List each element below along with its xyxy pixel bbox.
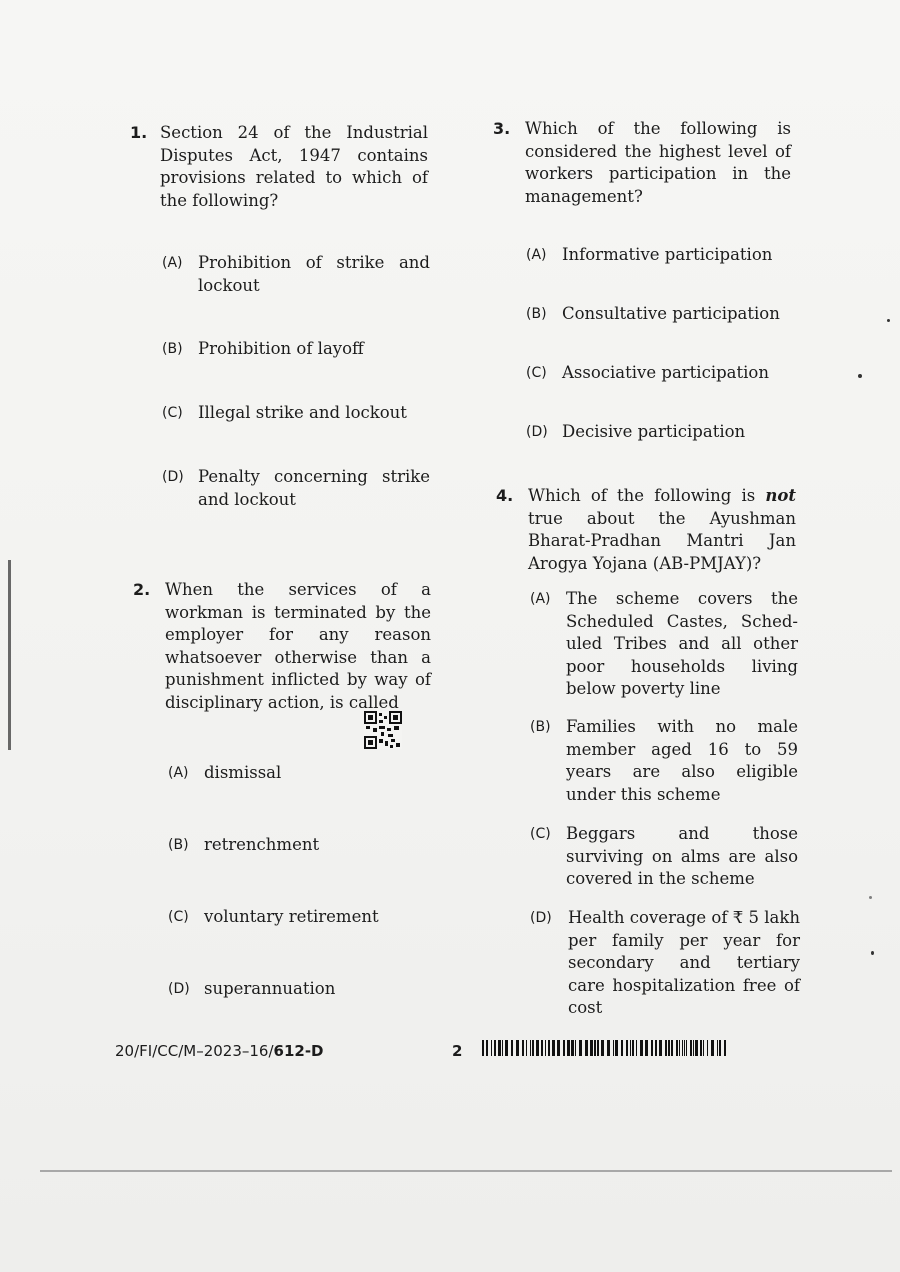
barcode-bar (530, 1040, 531, 1056)
question-4 (496, 485, 798, 577)
option-label: (B) (526, 306, 547, 322)
barcode-bar (655, 1040, 657, 1056)
barcode-bar (511, 1040, 513, 1056)
question-text: Section 24 of the Industrial Disputes Act, 1947 contains provisions related to which of the following? (160, 123, 428, 210)
option-text: retrenchment (204, 835, 320, 854)
option-label: (D) (530, 910, 552, 926)
question-2 (133, 579, 433, 714)
scan-speck (869, 896, 872, 899)
paper-code-prefix: 20/FI/CC/M–2023–16/ (115, 1042, 274, 1060)
option-label: (B) (162, 341, 183, 357)
question-number: 3. (493, 119, 511, 138)
barcode-bar (522, 1040, 524, 1056)
option-label: (B) (168, 837, 189, 853)
barcode-bar (719, 1040, 721, 1056)
barcode-bar (491, 1040, 492, 1056)
barcode-bar (563, 1040, 565, 1056)
barcode-bar (645, 1040, 648, 1056)
barcode-bar (557, 1040, 560, 1056)
barcode-bar (668, 1040, 670, 1056)
option-text: Penalty concerning strike and lockout (198, 467, 430, 509)
question-text-end: true about the Ayushman Bharat-Pradhan Mantri Jan Arogya Yojana (AB-PMJAY)? (528, 508, 796, 573)
option-label: (C) (162, 405, 183, 421)
scan-speck (858, 374, 862, 378)
barcode-bar (597, 1040, 599, 1056)
barcode-bar (552, 1040, 555, 1056)
paper-code (115, 1042, 324, 1060)
page-bottom-edge (40, 1170, 892, 1172)
barcode-bar (676, 1040, 678, 1056)
barcode-bar (626, 1040, 628, 1056)
barcode-bar (567, 1040, 570, 1056)
barcode-bar (724, 1040, 726, 1056)
question-3 (493, 118, 793, 210)
barcode-bar (541, 1040, 543, 1056)
barcode-bar (613, 1040, 614, 1056)
barcode-bar (502, 1040, 503, 1056)
question-text (528, 485, 796, 575)
barcode-bar (632, 1040, 634, 1056)
barcode-bar (536, 1040, 539, 1056)
option-text: Families with no male member aged 16 to 59 years are also eligible under this scheme (566, 717, 798, 804)
barcode-bar (659, 1040, 662, 1056)
qr-code-icon (364, 711, 402, 749)
barcode-bar (671, 1040, 673, 1056)
barcode-bar (579, 1040, 582, 1056)
scan-edge-shadow (8, 560, 11, 750)
question-1 (130, 122, 430, 212)
barcode-bar (494, 1040, 496, 1056)
barcode-bar (686, 1040, 687, 1056)
barcode-bar (482, 1040, 484, 1056)
option-text: Illegal strike and lockout (198, 403, 407, 422)
barcode-bar (590, 1040, 593, 1056)
question-text: Which of the following is considered the highest level of workers participation in the management? (525, 119, 791, 206)
barcode-bar (545, 1040, 546, 1056)
barcode-bar (505, 1040, 508, 1056)
barcode-bar (684, 1040, 685, 1056)
barcode-bar (607, 1040, 610, 1056)
emphasis-not: not (765, 486, 797, 505)
question-number: 2. (133, 580, 151, 599)
option-text: superannuation (204, 979, 336, 998)
barcode-bar (601, 1040, 604, 1056)
barcode-bar (630, 1040, 631, 1056)
barcode-bar (711, 1040, 714, 1056)
barcode-bar (486, 1040, 488, 1056)
barcode-bar (703, 1040, 704, 1056)
barcode-bar (707, 1040, 708, 1056)
option-label: (A) (526, 247, 547, 263)
option-label: (D) (162, 469, 184, 485)
barcode-bar (665, 1040, 667, 1056)
barcode-bar (615, 1040, 618, 1056)
barcode-bar (679, 1040, 680, 1056)
question-text-start: Which of the following is (528, 486, 756, 505)
barcode-icon (482, 1040, 728, 1056)
barcode-bar (693, 1040, 694, 1056)
option-label: (A) (168, 765, 189, 781)
barcode-bar (498, 1040, 501, 1056)
page-number: 2 (452, 1042, 463, 1060)
barcode-bar (621, 1040, 623, 1056)
option-label: (A) (530, 591, 551, 607)
barcode-bar (636, 1040, 637, 1056)
barcode-bar (717, 1040, 718, 1056)
scan-speck (887, 319, 890, 322)
barcode-bar (695, 1040, 698, 1056)
barcode-bar (682, 1040, 683, 1056)
option-text: dismissal (204, 763, 282, 782)
scan-speck (871, 951, 874, 955)
option-text: Health coverage of ₹ 5 lakh per family per year for secondary and tertiary care hospitalization free of cost (568, 908, 800, 1017)
barcode-bar (585, 1040, 588, 1056)
barcode-bar (526, 1040, 527, 1056)
option-label: (D) (526, 424, 548, 440)
option-text: Beggars and those surviving on alms are also covered in the scheme (566, 824, 798, 888)
option-text: Consultative participation (562, 304, 780, 323)
option-label: (D) (168, 981, 190, 997)
barcode-bar (571, 1040, 574, 1056)
barcode-bar (516, 1040, 519, 1056)
question-number: 1. (130, 123, 148, 142)
barcode-bar (690, 1040, 692, 1056)
barcode-bar (532, 1040, 534, 1056)
question-number: 4. (496, 486, 514, 505)
option-label: (C) (530, 826, 551, 842)
barcode-bar (548, 1040, 550, 1056)
option-label: (B) (530, 719, 551, 735)
question-text: When the services of a workman is terminated by the employer for any reason whatsoever otherwise than a punishment inflicted by way of disciplinary action, is called (165, 580, 431, 712)
option-text: Prohibition of layoff (198, 339, 364, 358)
option-text: Informative participation (562, 245, 773, 264)
option-text: Decisive participation (562, 422, 746, 441)
option-text: The scheme covers the Scheduled Castes, Sched-uled Tribes and all other poor households living below poverty line (566, 589, 798, 698)
option-text: Prohibition of strike and lockout (198, 253, 430, 295)
barcode-bar (594, 1040, 596, 1056)
paper-code-suffix: 612-D (273, 1042, 324, 1060)
option-label: (C) (168, 909, 189, 925)
option-text: Associative participation (562, 363, 769, 382)
option-text: voluntary retirement (204, 907, 379, 926)
barcode-bar (700, 1040, 702, 1056)
option-label: (A) (162, 255, 183, 271)
barcode-bar (575, 1040, 576, 1056)
barcode-bar (651, 1040, 653, 1056)
barcode-bar (640, 1040, 643, 1056)
option-label: (C) (526, 365, 547, 381)
